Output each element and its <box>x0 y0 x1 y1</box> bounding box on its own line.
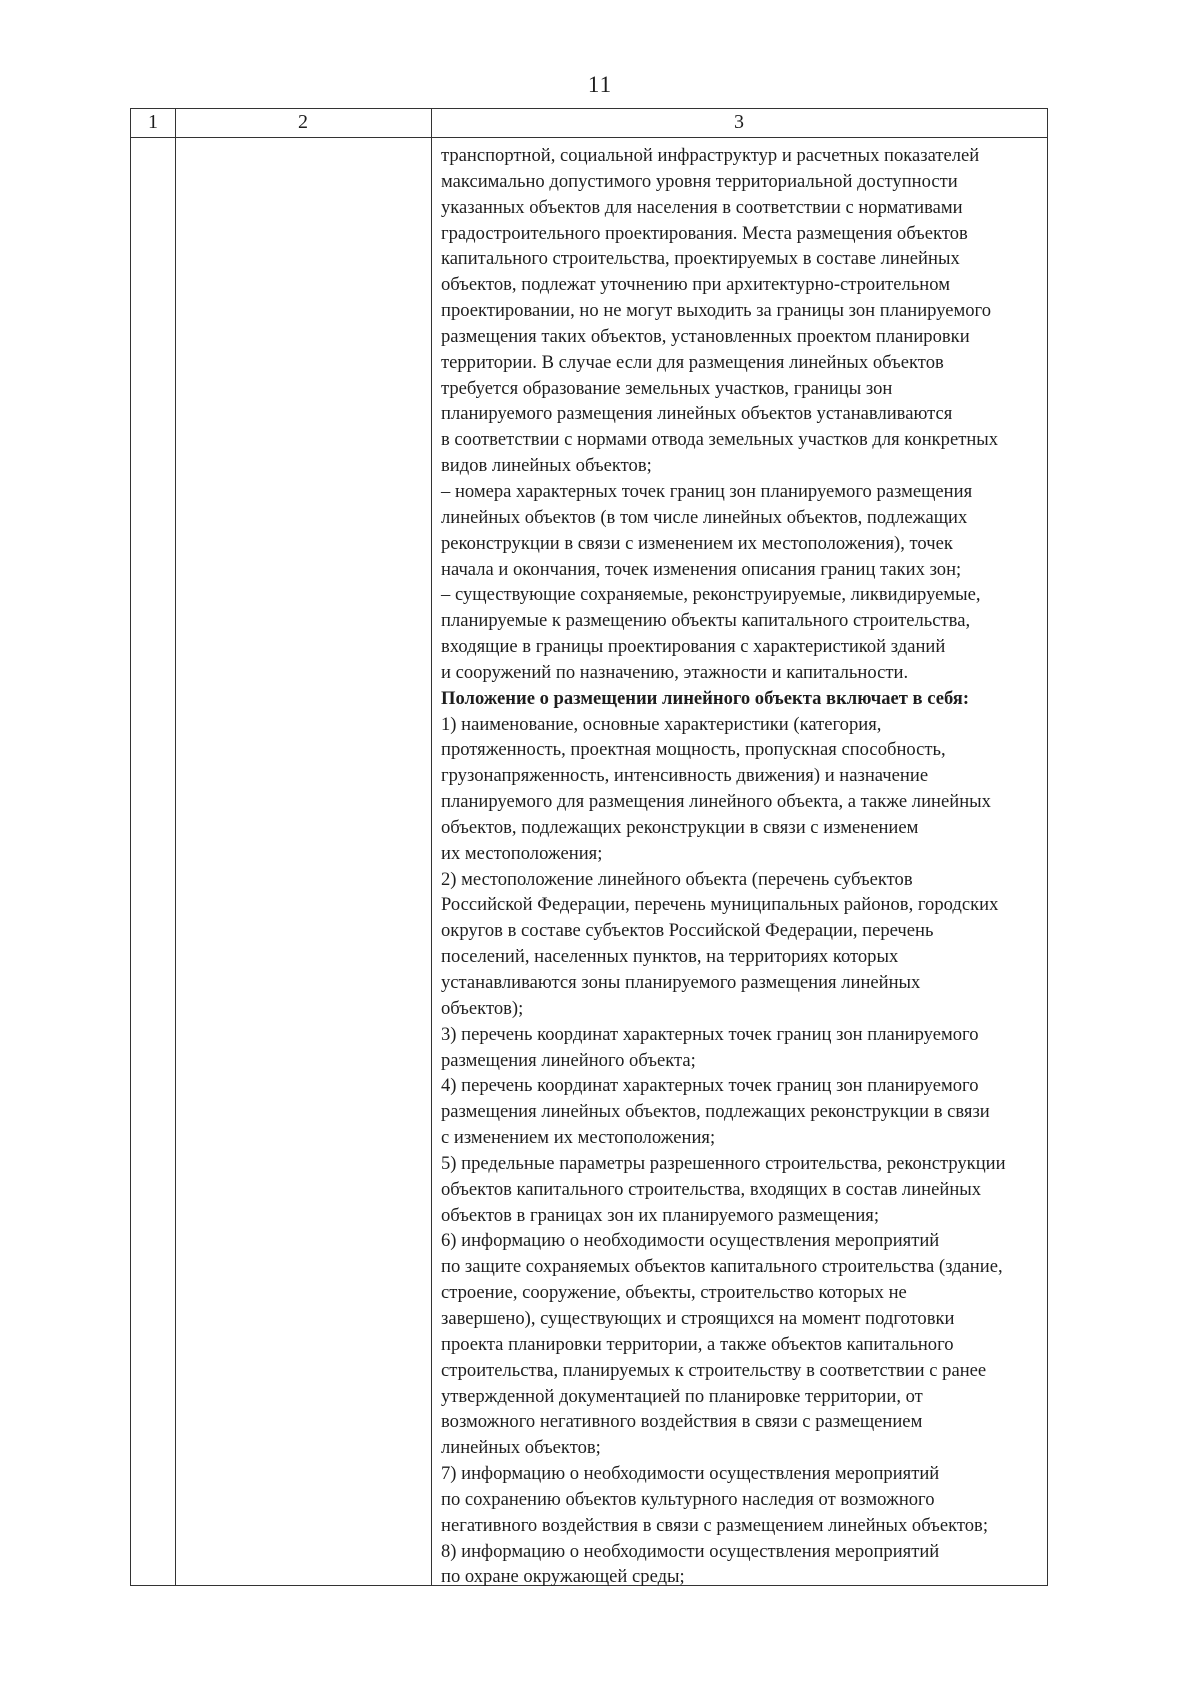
text-line: утвержденной документацией по планировке территории, от <box>441 1385 923 1407</box>
text-line: требуется образование земельных участков, границы зон <box>441 377 893 399</box>
text-line: протяженность, проектная мощность, пропускная способность, <box>441 739 946 761</box>
text-line: размещения линейного объекта; <box>441 1049 696 1071</box>
text-line: территории. В случае если для размещения линейных объектов <box>441 351 944 373</box>
text-line: объектов); <box>441 997 524 1019</box>
text-line: округов в составе субъектов Российской Федерации, перечень <box>441 920 934 942</box>
text-line: и сооружений по назначению, этажности и капитальности. <box>441 661 909 683</box>
text-line: проекта планировки территории, а также объектов капитального <box>441 1333 954 1355</box>
text-line: 5) предельные параметры разрешенного строительства, реконструкции <box>441 1152 1006 1174</box>
column-header-1: 1 <box>148 111 158 133</box>
text-line: по сохранению объектов культурного наследия от возможного <box>441 1488 935 1510</box>
text-line: градостроительного проектирования. Места размещения объектов <box>441 222 968 244</box>
text-line: проектировании, но не могут выходить за границы зон планируемого <box>441 300 992 322</box>
text-line: капитального строительства, проектируемых в составе линейных <box>441 248 960 270</box>
text-line: возможного негативного воздействия в связи с размещением <box>441 1411 923 1433</box>
text-line: Российской Федерации, перечень муниципальных районов, городских <box>441 894 999 916</box>
text-line: по охране окружающей среды; <box>441 1566 685 1588</box>
page-number: 11 <box>587 72 613 97</box>
table-header-row <box>131 109 1047 138</box>
text-line: 8) информацию о необходимости осуществления мероприятий <box>441 1540 940 1562</box>
text-line: объектов, подлежащих реконструкции в связи с изменением <box>441 816 919 838</box>
column-3-content <box>441 143 1045 1590</box>
text-line: начала и окончания, точек изменения описания границ таких зон; <box>441 558 962 580</box>
text-line: реконструкции в связи с изменением их местоположения), точек <box>441 532 953 554</box>
text-line: – существующие сохраняемые, реконструируемые, ликвидируемые, <box>441 584 981 606</box>
text-line: негативного воздействия в связи с размещением линейных объектов; <box>441 1514 988 1536</box>
text-line: 3) перечень координат характерных точек границ зон планируемого <box>441 1023 979 1045</box>
text-line: – номера характерных точек границ зон планируемого размещения <box>441 480 973 502</box>
text-line: завершено), существующих и строящихся на момент подготовки <box>441 1307 955 1329</box>
text-line: планируемого размещения линейных объектов устанавливаются <box>441 403 953 425</box>
text-line: с изменением их местоположения; <box>441 1127 716 1149</box>
text-line: 4) перечень координат характерных точек границ зон планируемого <box>441 1075 979 1097</box>
text-line: объектов в границах зон их планируемого размещения; <box>441 1204 879 1226</box>
text-line: строение, сооружение, объекты, строительство которых не <box>441 1282 907 1304</box>
text-line: входящие в границы проектирования с характеристикой зданий <box>441 636 946 658</box>
text-line: размещения линейных объектов, подлежащих реконструкции в связи <box>441 1101 990 1123</box>
column-divider-1 <box>175 109 176 1585</box>
text-line: максимально допустимого уровня территориальной доступности <box>441 170 958 192</box>
text-line: линейных объектов (в том числе линейных объектов, подлежащих <box>441 506 968 528</box>
text-line: грузонапряженность, интенсивность движения) и назначение <box>441 765 929 787</box>
text-line: 6) информацию о необходимости осуществления мероприятий <box>441 1230 940 1252</box>
text-line: поселений, населенных пунктов, на территориях которых <box>441 946 899 968</box>
column-divider-2 <box>431 109 432 1585</box>
text-line: в соответствии с нормами отвода земельных участков для конкретных <box>441 429 999 451</box>
section-heading-line: Положение о размещении линейного объекта включает в себя: <box>441 687 970 709</box>
text-line: объектов, подлежат уточнению при архитектурно-строительном <box>441 274 950 296</box>
text-line: 1) наименование, основные характеристики (категория, <box>441 713 882 735</box>
text-line: указанных объектов для населения в соответствии с нормативами <box>441 196 963 218</box>
text-line: 7) информацию о необходимости осуществления мероприятий <box>441 1463 940 1485</box>
text-line: их местоположения; <box>441 842 603 864</box>
text-line: устанавливаются зоны планируемого размещения линейных <box>441 972 921 993</box>
text-line: объектов капитального строительства, входящих в состав линейных <box>441 1178 982 1200</box>
text-line: строительства, планируемых к строительству в соответствии с ранее <box>441 1359 987 1381</box>
text-line: планируемые к размещению объекты капитального строительства, <box>441 610 971 632</box>
text-line: 2) местоположение линейного объекта (перечень субъектов <box>441 868 913 890</box>
column-header-2: 2 <box>298 111 308 133</box>
text-line: по защите сохраняемых объектов капитального строительства (здание, <box>441 1256 1003 1278</box>
text-line: размещения таких объектов, установленных проектом планировки <box>441 325 970 347</box>
document-table <box>130 108 1048 1586</box>
text-line: линейных объектов; <box>441 1437 601 1459</box>
text-line: планируемого для размещения линейного объекта, а также линейных <box>441 791 991 813</box>
text-line: транспортной, социальной инфраструктур и расчетных показателей <box>441 145 980 166</box>
column-header-3: 3 <box>734 111 744 133</box>
text-line: видов линейных объектов; <box>441 455 652 477</box>
